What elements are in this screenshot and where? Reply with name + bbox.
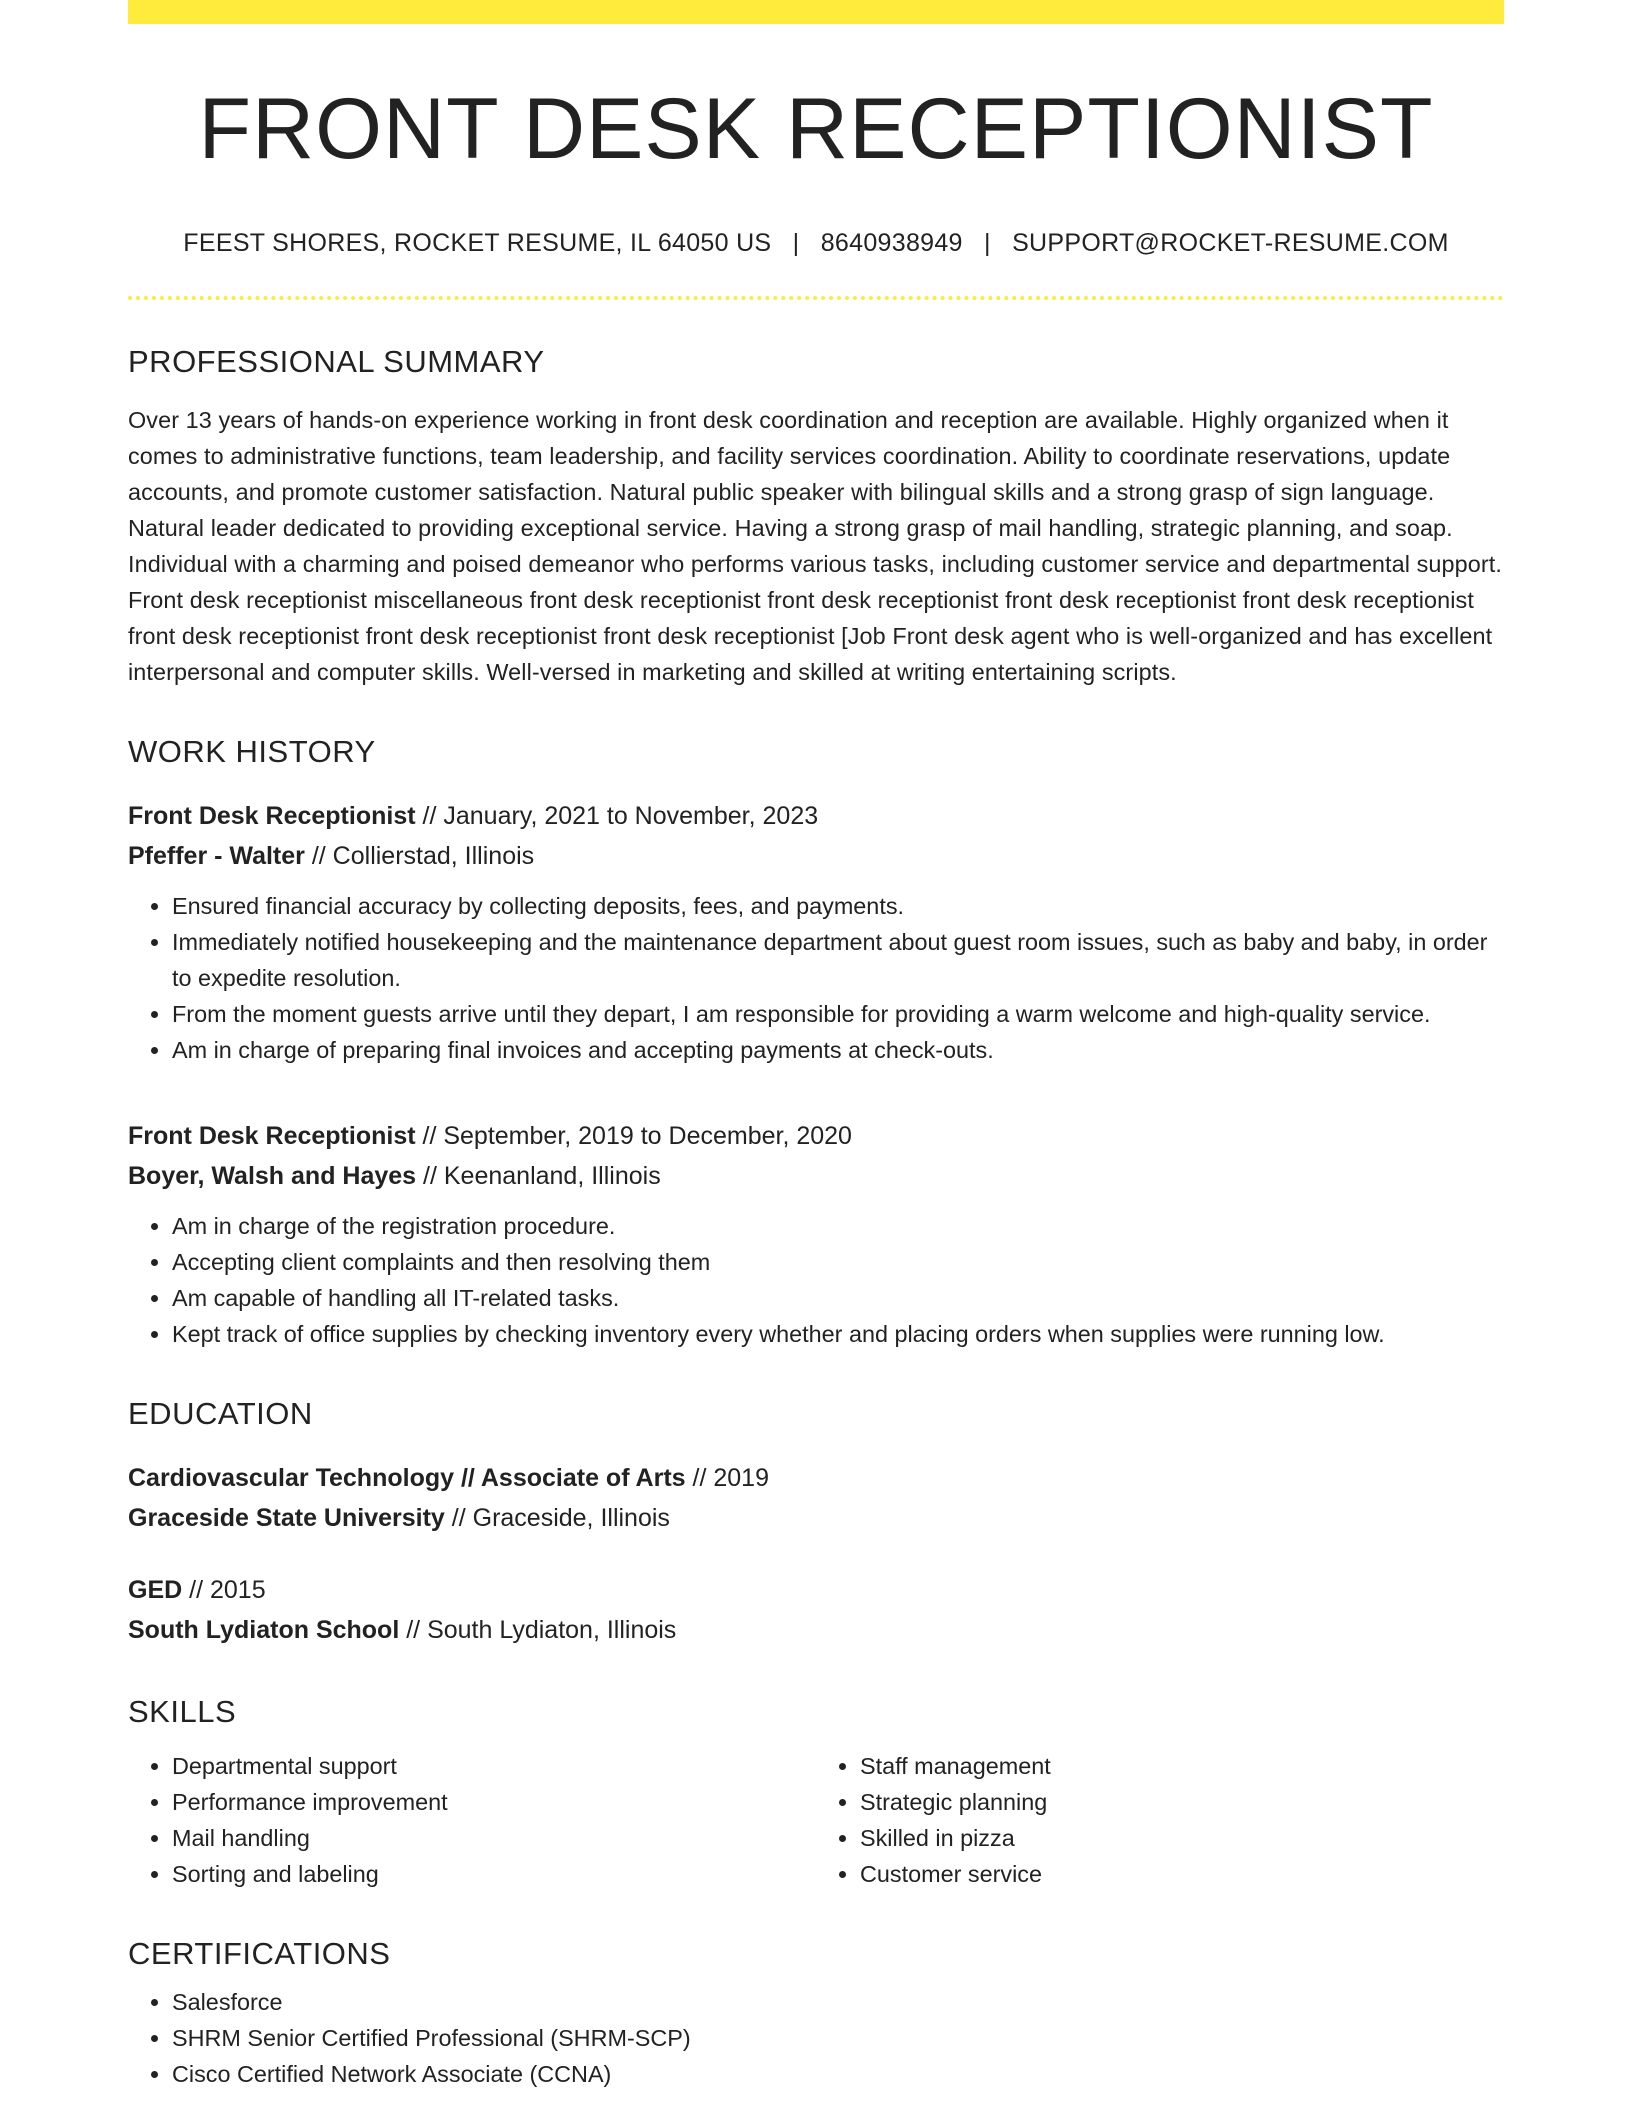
job-entry	[128, 1116, 1504, 1352]
top-accent-bar	[128, 0, 1504, 24]
job-role: Front Desk Receptionist	[128, 1121, 416, 1150]
job-location: // Collierstad, Illinois	[311, 841, 535, 870]
skills-columns	[128, 1748, 1504, 1892]
skill-item: • Strategic planning	[860, 1784, 1504, 1820]
job-duty: • Am in charge of the registration procedure.	[172, 1208, 1504, 1244]
job-company: Pfeffer - Walter	[128, 841, 305, 870]
contact-phone: 8640938949	[820, 228, 963, 257]
work-history-title: WORK HISTORY	[128, 733, 376, 769]
skill-item: • Skilled in pizza	[860, 1820, 1504, 1856]
job-duties	[128, 888, 1504, 1068]
education-degree: GED	[128, 1575, 183, 1604]
contact-line	[128, 229, 1504, 258]
job-title-line	[128, 796, 1504, 836]
education-school: South Lydiaton School	[128, 1615, 400, 1644]
job-duty: • Am in charge of preparing final invoices and accepting payments at check-outs.	[172, 1032, 1504, 1068]
skills-list-left	[128, 1748, 816, 1892]
job-company-line	[128, 1156, 1504, 1196]
education-title: EDUCATION	[128, 1395, 313, 1431]
job-duty: • Am capable of handling all IT-related tasks.	[172, 1280, 1504, 1316]
skill-item: • Departmental support	[172, 1748, 816, 1784]
education-degree-line	[128, 1458, 1504, 1498]
job-duties	[128, 1208, 1504, 1352]
job-duty: • Kept track of office supplies by checking inventory every whether and placing orders when supplies were running low.	[172, 1316, 1504, 1352]
skills-title: SKILLS	[128, 1693, 237, 1729]
certification-item: • Salesforce	[172, 1984, 1504, 2020]
skill-item: • Sorting and labeling	[172, 1856, 816, 1892]
dotted-divider	[128, 296, 1504, 300]
contact-email: SUPPORT@ROCKET-RESUME.COM	[1012, 228, 1449, 257]
education-school-line	[128, 1498, 1504, 1538]
contact-address: FEEST SHORES, ROCKET RESUME, IL 64050 US	[183, 228, 772, 257]
job-entry	[128, 796, 1504, 1068]
education-location: // South Lydiaton, Illinois	[406, 1615, 677, 1644]
job-dates: // January, 2021 to November, 2023	[422, 801, 819, 830]
skills-list-right	[816, 1748, 1504, 1892]
education-year: // 2015	[189, 1575, 266, 1604]
contact-separator: |	[984, 228, 991, 257]
education-location: // Graceside, Illinois	[451, 1503, 670, 1532]
education-school: Graceside State University	[128, 1503, 445, 1532]
job-role: Front Desk Receptionist	[128, 801, 416, 830]
job-duty: • Immediately notified housekeeping and the maintenance department about guest room issues, such as baby and baby, in order to expedite resolution.	[172, 924, 1504, 996]
education-degree-line	[128, 1570, 1504, 1610]
job-location: // Keenanland, Illinois	[423, 1161, 661, 1190]
summary-title: PROFESSIONAL SUMMARY	[128, 343, 545, 379]
education-school-line	[128, 1610, 1504, 1650]
certification-item: • SHRM Senior Certified Professional (SHRM-SCP)	[172, 2020, 1504, 2056]
job-company: Boyer, Walsh and Hayes	[128, 1161, 417, 1190]
job-title-line	[128, 1116, 1504, 1156]
skill-item: • Performance improvement	[172, 1784, 816, 1820]
skill-item: • Mail handling	[172, 1820, 816, 1856]
certifications-title: CERTIFICATIONS	[128, 1935, 391, 1971]
candidate-name: FRONT DESK RECEPTIONIST	[198, 81, 1434, 177]
job-dates: // September, 2019 to December, 2020	[422, 1121, 852, 1150]
job-duty: • Accepting client complaints and then resolving them	[172, 1244, 1504, 1280]
skill-item: • Customer service	[860, 1856, 1504, 1892]
education-year: // 2019	[692, 1463, 769, 1492]
contact-separator: |	[792, 228, 800, 257]
certification-item: • Cisco Certified Network Associate (CCNA)	[172, 2056, 1504, 2092]
education-entry	[128, 1570, 1504, 1650]
job-duty: • Ensured financial accuracy by collecting deposits, fees, and payments.	[172, 888, 1504, 924]
education-degree: Cardiovascular Technology // Associate of Arts	[128, 1463, 686, 1492]
education-entry	[128, 1458, 1504, 1538]
skill-item: • Staff management	[860, 1748, 1504, 1784]
job-duty: • From the moment guests arrive until they depart, I am responsible for providing a warm welcome and high-quality service.	[172, 996, 1504, 1032]
summary-text: Over 13 years of hands-on experience working in front desk coordination and reception are available. Highly organized when it comes to administrative functions, team leadership, and facility services coordination. Ability to coordinate reservations, update accounts, and promote customer satisfaction. Natural public speaker with bilingual skills and a strong grasp of sign language. Natural leader dedicated to providing exceptional service. Having a strong grasp of mail handling, strategic planning, and soap. Individual with a charming and poised demeanor who performs various tasks, including customer service and departmental support. Front desk receptionist miscellaneous front desk receptionist front desk receptionist front desk receptionist front desk receptionist front desk receptionist front desk receptionist front desk receptionist [Job Front desk agent who is well-organized and has excellent interpersonal and computer skills. Well-versed in marketing and skilled at writing entertaining scripts.	[128, 406, 1502, 685]
job-company-line	[128, 836, 1504, 876]
certifications-list	[128, 1984, 1504, 2092]
resume-content	[128, 24, 1504, 2092]
